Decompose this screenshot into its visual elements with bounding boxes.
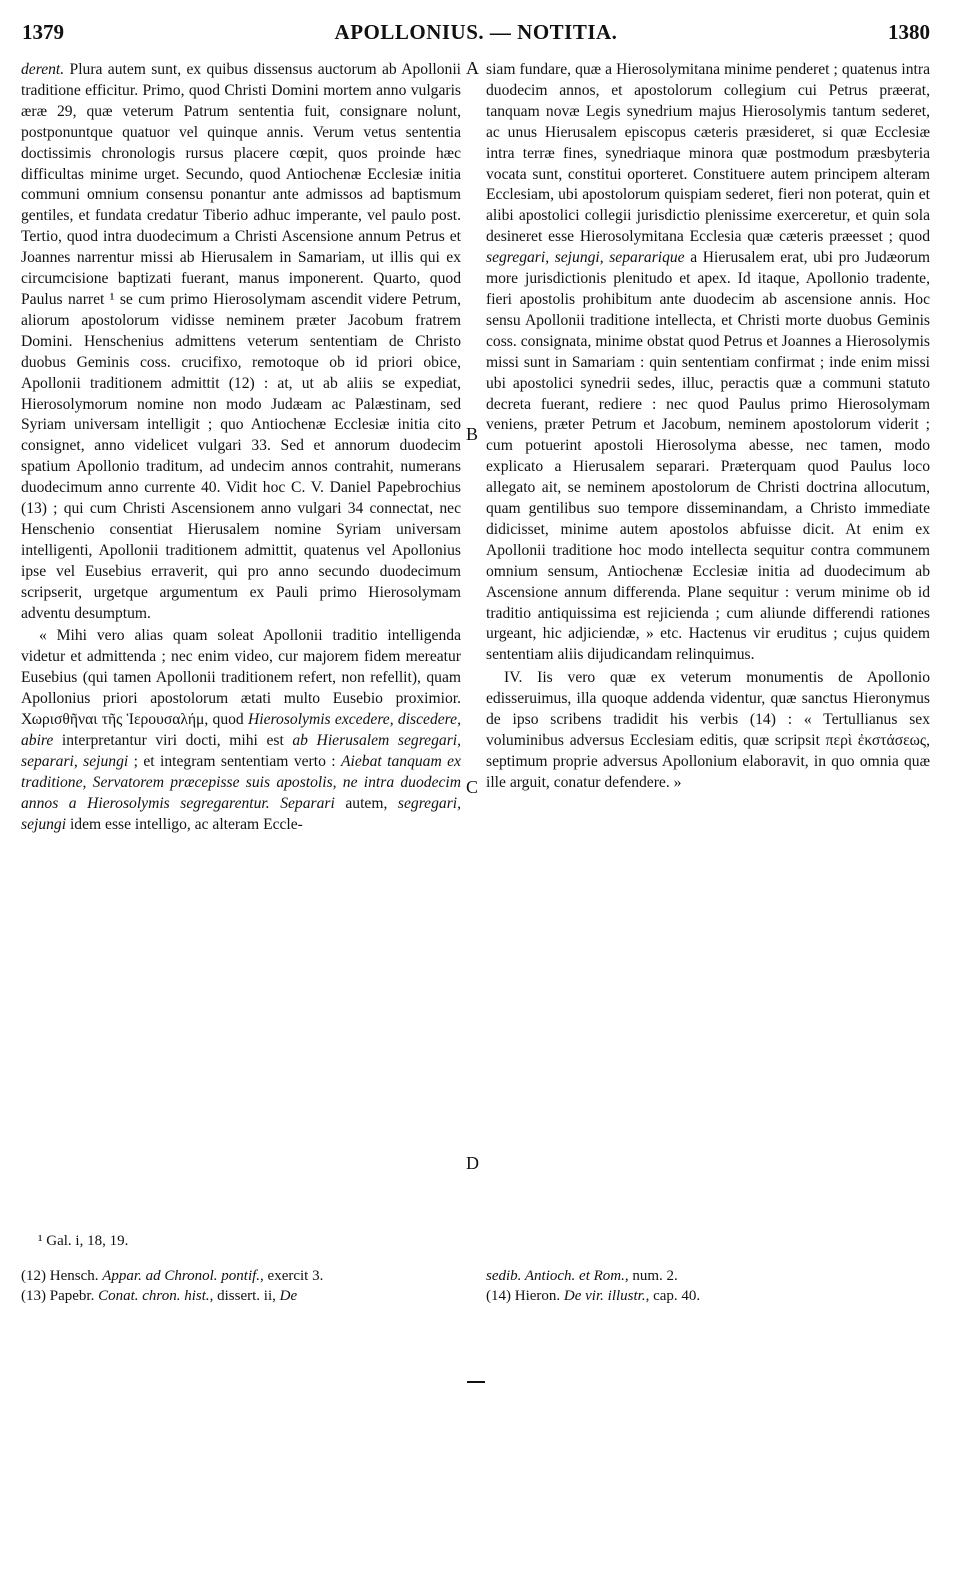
right-paragraph: siam fundare, quæ a Hierosolymitana minime penderet ; quatenus intra duodecim annos, et apostolorum collegium cui Petrus præerat, tanquam novæ Legis synedrium majus Hierosolymis tantum sederet, ac unus Hierusalem episcopus cæteris præsideret, si quæ Ecclesiæ intra terræ fines, synedriaque minora quæ postmodum præsbyteria vocata sunt, constitui oporteret. Constituere autem principem alteram Ecclesiam, ubi apostolorum quispiam sederet, fieri non poterat, quin et alibi apostolici collegii jurisdictio plenissime exerceretur, et quin sola desineret esse Hierosolymitana Ecclesia quæ cæteris præesset ; quod segregari, sejungi, separarique a Hierusalem erat, ubi pro Judæorum more jurisdictionis plenitudo et apex. Id itaque, Apollonio tradente, fieri apostolis prohibitum ante duodecim ab ascensione annis. Hoc sensu Apollonii traditione intellecta, et Christi morte duobus Geminis coss. consignata, minime obstat quod Petrus et Joannes a Hierosolymis missi sunt in Samariam : quin sententiam confirmat ; inde enim missi ubi apostolici synedrii sedes, illuc, peractis quæ a communi statuto decreta fuerant, rediere : nec quod Paulus primo Hierosolymam veniens, præter Petrum et Jacobum, neminem apostolorum viderit ; cum potuerint apostoli Hierosolyma abesse, nec tamen, modo explicato a Hierusalem separari. Præterquam quod Paulus loco allegato ait, se neminem apostolorum de Christi doctrina allocutum, quam gentilibus suo tempore disseminandam, a Christo immediate didicisset, minime autem apostolos abfuisse dicit. At enim ex Apollonii traditione hoc modo intellecta sequitur contra communem omnium sensum, Antiochenæ Ecclesiæ initia ad duodecimum ab Ascensione annum differenda. Plane sequitur : verum minime ob id traditio antiquissima est rejicienda ; cum aliunde differendi rationes urgeant, hic adjiciendæ, » etc. Hactenus vir eruditus ; cujus quidem sententiam aliis dijudicandam relinquimus.: [486, 61, 930, 664]
right-paragraph: IV. Iis vero quæ ex veterum monumentis de Apollonio edisseruimus, illa quoque addenda videntur, quæ sanctus Hieronymus de ipso scribens tradidit his verbis (14) : « Tertullianus sex voluminibus adversus Ecclesiam editis, quæ scripsit περὶ ἐκστάσεως, septimum proprie adversus Apollonium elaboravit, in quo omnia quæ ille arguit, conatur defendere. »: [486, 669, 930, 791]
footnote: (14) Hieron. De vir. illustr., cap. 40.: [486, 1288, 701, 1304]
footnote-main: ¹ Gal. i, 18, 19.: [38, 1233, 129, 1249]
footnotes-left: [21, 1267, 451, 1307]
margin-marker-a: A: [466, 58, 479, 78]
end-dash: [467, 1381, 485, 1383]
margin-marker-b: B: [466, 424, 479, 444]
margin-marker-d: D: [466, 1153, 479, 1173]
running-title: APOLLONIUS. — NOTITIA.: [334, 20, 618, 44]
footnote: (13) Papebr. Conat. chron. hist., dissert. ii, De: [21, 1288, 298, 1304]
right-column: [486, 60, 930, 794]
page-number-right: 1380: [888, 20, 930, 44]
running-header: [20, 20, 932, 46]
left-column: [21, 60, 461, 836]
left-paragraph: derent. Plura autem sunt, ex quibus dissensus auctorum ab Apollonii traditione efficitur. Primo, quod Christi Domini mortem anno vulgaris æræ 29, quæ veterum Patrum sententia fuit, consignare nolunt, postponuntque quatuor vel quinque annis. Verum vetus sententia doctissimis chronologis rursus placere cœpit, quos proinde hæc difficultas minime urget. Secundo, quod Antiochenæ Ecclesiæ initia communi omnium consensu ponantur ante admissos ad baptismum gentiles, et fundata credatur Tiberio adhuc imperante, vel paulo post. Tertio, quod intra duodecimum a Christi Ascensione annum Petrus et Joannes narrentur missi ab Hierusalem in Samariam, ut illis qui ex circumcisione baptizati fuerant, manus imponerent. Quarto, quod Paulus narret ¹ se cum primo Hierosolymam ascendit videre Petrum, aliorum apostolorum vidisse neminem præter Jacobum fratrem Domini. Henschenius admittens veterum sententiam de Christo duobus Geminis coss. crucifixo, remotoque ob id priori obice, Apollonii traditionem admittit (12) : at, ut ab aliis se expediat, Hierosolymorum nomine non modo Judæam ac Palæstinam, sed Syriam universam intelligit ; quo Antiochenæ Ecclesiæ initia cito consignet, anno videlicet vulgari 33. Sed et annorum duodecim spatium Apollonio traditum, ad undecim annos contrahit, numerans duodecimum anno currente 40. Vidit hoc C. V. Daniel Papebrochius (13) ; qui cum Christi Ascensionem anno vulgari 34 connectat, nec Henschenio consentiat Hierusalem nomine Syriam universam intelligenti, Apollonii traditionem admittit, quatenus vel Apollonius ipse vel Eusebius erraverit, qui pro anno secundo duodecimum scripserit, urgetque argumentum ex Pauli primo Hierosolymam adventu desumptum.: [21, 61, 461, 622]
footnote: (12) Hensch. Appar. ad Chronol. pontif., exercit 3.: [21, 1268, 324, 1284]
left-paragraph: « Mihi vero alias quam soleat Apollonii traditio intelligenda videtur et admittenda ; nec enim video, cur majorem fidem mereatur Eusebius (qui tamen Apollonii traditionem refert, non refellit), quam Apollonius priori apostolorum ætati multo Eusebio proximior. Χωρισθῆναι τῆς Ἱερουσαλήμ, quod Hierosolymis excedere, discedere, abire interpretantur viri docti, mihi est ab Hierusalem segregari, separari, sejungi ; et integram sententiam verto : Aiebat tanquam ex traditione, Servatorem præcepisse suis apostolis, ne intra duodecim annos a Hierosolymis segregarentur. Separari autem, segregari, sejungi idem esse intelligo, ac alteram Eccle-: [21, 627, 461, 833]
footnotes-right: [486, 1267, 916, 1307]
margin-marker-c: C: [466, 777, 479, 797]
footnote: sedib. Antioch. et Rom., num. 2.: [486, 1268, 678, 1284]
page-number-left: 1379: [22, 20, 64, 44]
